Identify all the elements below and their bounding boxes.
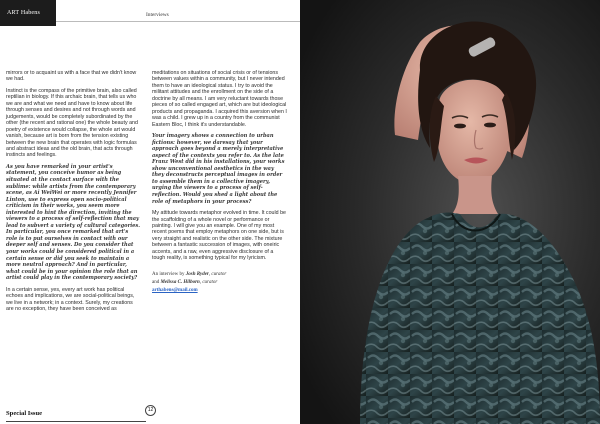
credit-prefix: An interview by [152,271,185,277]
interview-answer: In a certain sense, yes, every art work has political echoes and implications, we are social-political beings, we live in a network; in a context. Surely, my creations are no exception, they have been conceived as [6,286,135,313]
header-rule [56,21,300,22]
interview-answer: My attitude towards metaphor evolved in time. It could be the scaffolding of a whole novel or performance or painting. I will give you an example. One of my most recent poems that employ metaphors on one side, but is very straight and realistic on the other side. The mixture between a fantastic succession of images, with oneiric accents, and a raw, even aggressive disclosure of a tough reality, is something typical for my lyricism. [152,210,286,262]
header-title-block [0,0,56,26]
contact-email-link[interactable]: arthabens@mail.com [152,287,198,293]
interview-question: Your imagery shows a connection to urban fictions: however, we daresay that your approach goes beyond a merely interpretative aspect of the contexts you refer to. As the late Franz West did in his installations, your works show unconventional aesthetics in the way they deconstructs perceptual images in order to assemble them in a collective imagery, urging the viewers to a process of self-reflection. Would you shed a light about the role of metaphors in your process? [152,133,285,205]
page-footer [0,404,300,424]
interviewer-name: Josh Ryder [185,271,209,277]
text-column-left [6,70,141,318]
section-label: Interviews [146,12,169,18]
interview-answer: meditations on situations of social crisis or of tensions between values within a community, but I never intended them to have an ideological status. I try to avoid the militant attitudes and the enrollment on the side of a doctrine by all means. I am very reluctant towards those pieces of so called engaged art, which are but ideological products and propaganda. I acquired this aversion when I was a child. I grew up in a country from the communist Eastern Bloc, I think it's understandable. [152,70,287,128]
eye-left [454,124,466,129]
interview-answer: Instinct is the compass of the primitive brain, also called reptilian in biology. If this archaic brain, that tells us who we are and what we need and have to know about life through senses and desires and not through words and judgements, would be completely subordinated by the other (the recent and rational one) the whole beauty and poetry of existence would collapse, the whole art would vanish, because art is born from the tension existing between the new brain that operates with logic formulas and abstract ideas and the old brain, that acts through instincts and feelings. [6,87,138,159]
credit-conjunction: and [152,279,160,285]
interviewer-role: , curator [199,279,218,285]
artist-portrait-photo [300,0,600,424]
page-number: 12 [145,405,156,416]
interview-question: As you have remarked in your artist's statement, you conceive humor as being situated at the contact surface with the sublime: while artists from the contemporary scene, as Ai WeiWei or more recently Jennifer Linton, use to express open socio-political criticism in their works, you seem more interested to hint the direction, inviting the viewers to a process of self-reflection that may lead to subvert a variety of cultural categories. In particular, you once remarked that art's role is to put ourselves in contact with our deeper self and senses. Do you consider that your works could be considered political in a certain sense or did you seek to maintain a more neutral approach? And in particular, what could be in your opinion the role that an artist could play in the contemporary society? [6,163,141,282]
interview-credit [152,271,287,295]
credit-line-2 [152,279,287,287]
interviewer-role: , curator [208,271,227,277]
interview-answer: mirrors or to acquaint us with a face that we didn't know we had. [6,70,137,83]
issue-label: Special Issue [6,410,43,417]
neck [452,176,498,214]
portrait-photo-page [300,0,600,424]
eye-right [484,123,496,128]
credit-line-1 [152,271,287,279]
text-column-right [152,70,287,295]
page-header [0,0,300,26]
interviewer-name: Melissa C. Hilborn [160,279,200,285]
magazine-title: ART Habens [7,10,41,16]
footer-rule [6,421,146,422]
